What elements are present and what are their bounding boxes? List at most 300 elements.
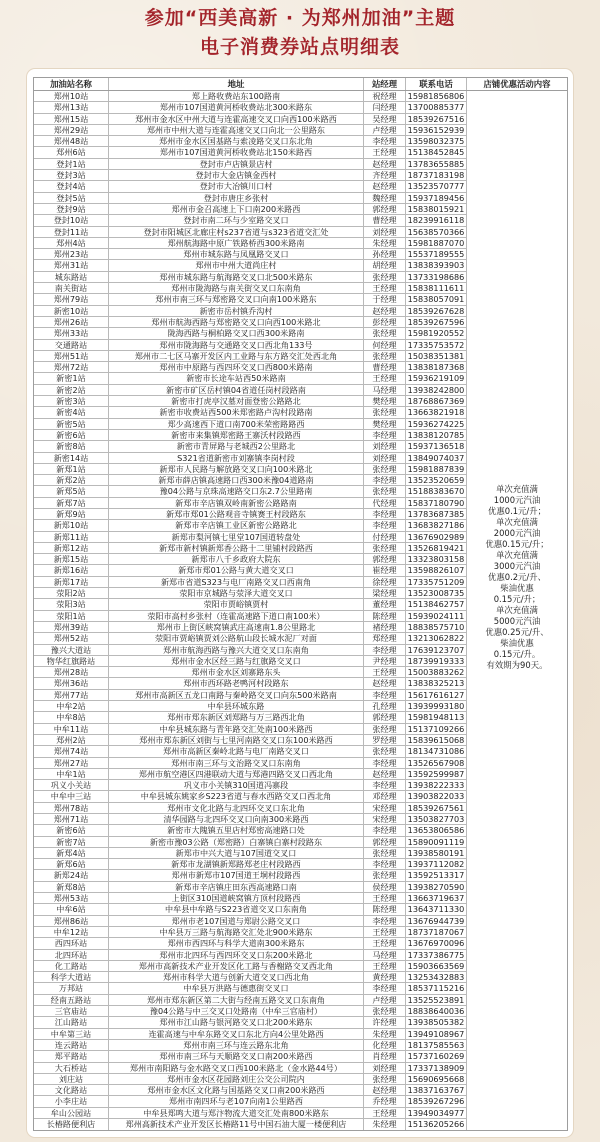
manager-cell: 化经理 <box>364 1040 406 1050</box>
manager-cell: 胡经理 <box>364 260 406 270</box>
station-name-cell: 登封3站 <box>34 170 109 180</box>
table-row <box>34 227 467 238</box>
manager-cell: 樊经理 <box>364 419 406 429</box>
phone-cell: 15839615068 <box>406 735 467 745</box>
address-cell: 登封市唐庄乡张村 <box>109 193 364 203</box>
phone-cell: 13676970096 <box>406 938 467 948</box>
promotion-line: 优惠0.15元/升； <box>485 539 549 550</box>
station-name-cell: 刘庄站 <box>34 1074 109 1084</box>
address-cell: 新郑市人民路与解放路交叉口向100米路北 <box>109 464 364 474</box>
table-row <box>34 837 467 848</box>
table-row <box>34 464 467 475</box>
manager-cell: 齐经理 <box>364 170 406 180</box>
manager-cell: 梁经理 <box>364 588 406 598</box>
station-name-cell: 登封4站 <box>34 181 109 191</box>
table-row <box>34 622 467 633</box>
address-cell: 郑上路收费站东100路南 <box>109 91 364 101</box>
station-name-cell: 新郑1站 <box>34 464 109 474</box>
phone-cell: 15138452845 <box>406 147 467 157</box>
manager-cell: 郭经理 <box>364 204 406 214</box>
address-cell: 新郑市新村镇新郑香公路十二里铺村段路西 <box>109 543 364 553</box>
address-cell: 登封市阳城区北廊庄村s237省道与s323省道交汇处 <box>109 227 364 237</box>
station-name-cell: 登封1站 <box>34 159 109 169</box>
table-row <box>34 1006 467 1017</box>
station-name-cell: 新郑17站 <box>34 577 109 587</box>
table-row <box>34 385 467 396</box>
address-cell: 中牟县环城东路 <box>109 701 364 711</box>
table-row <box>34 362 467 373</box>
address-cell: 新密市青屏路与老城西2公里路北 <box>109 441 364 451</box>
address-cell: 新郑市龙湖镇新郑路郑老庄村段路西 <box>109 859 364 869</box>
station-name-cell: 新郑24站 <box>34 870 109 880</box>
station-name-cell: 郑州6站 <box>34 147 109 157</box>
station-name-cell: 新密8站 <box>34 441 109 451</box>
table-row <box>34 373 467 384</box>
manager-cell: 邓经理 <box>364 791 406 801</box>
address-cell: 郑州市中州大道尚庄村 <box>109 260 364 270</box>
station-name-cell: 郑州51站 <box>34 351 109 361</box>
address-cell: 新郑市辛店镇工业区新密公路路北 <box>109 520 364 530</box>
manager-cell: 赵经理 <box>364 159 406 169</box>
address-cell: 新密市矿区岳村镇04省道任岗村段路南 <box>109 385 364 395</box>
station-name-cell: 郑州23站 <box>34 249 109 259</box>
address-cell: 郑州市中州大道与连霍高速交叉口向北一公里路东 <box>109 125 364 135</box>
manager-cell: 褚经理 <box>364 622 406 632</box>
manager-cell: 卢经理 <box>364 125 406 135</box>
promotion-line: 0.15元/升。 <box>493 649 541 660</box>
station-name-cell: 新密7站 <box>34 837 109 847</box>
phone-cell: 13526567908 <box>406 758 467 768</box>
table-row <box>34 543 467 554</box>
page-title-line-1: 参加“西美高新 · 为郑州加油”主题 <box>144 7 456 29</box>
phone-cell: 15690695668 <box>406 1074 467 1084</box>
address-cell: 新郑市梨河镇七里堂107国道转盘处 <box>109 532 364 542</box>
phone-cell: 15981856806 <box>406 91 467 101</box>
table-row <box>34 249 467 260</box>
table-row <box>34 238 467 249</box>
table-row <box>34 735 467 746</box>
address-cell: 郑州市科学大道与创新大道交叉口西北角 <box>109 972 364 982</box>
phone-cell: 15937189456 <box>406 193 467 203</box>
table-row <box>34 328 467 339</box>
address-cell: 郑州市城东路与凤凰路交叉口 <box>109 249 364 259</box>
phone-cell: 18239916118 <box>406 215 467 225</box>
table-row <box>34 1040 467 1051</box>
address-cell: 郑州市南四环与老107向南1公里路西 <box>109 1096 364 1106</box>
manager-cell: 代经理 <box>364 498 406 508</box>
address-cell: 郑州市南阳路与金水路交叉口西100米路北（金水路44号） <box>109 1063 364 1073</box>
station-name-cell: 郑州39站 <box>34 622 109 632</box>
phone-cell: 13526819421 <box>406 543 467 553</box>
manager-cell: 张经理 <box>364 870 406 880</box>
table-row <box>34 1063 467 1074</box>
phone-cell: 15188383670 <box>406 486 467 496</box>
manager-cell: 黄经理 <box>364 972 406 982</box>
address-cell: 郑州市107国道黄河桥收费站北300米路东 <box>109 102 364 112</box>
phone-cell: 13700885377 <box>406 102 467 112</box>
table-row <box>34 983 467 994</box>
station-name-cell: 江山路站 <box>34 1017 109 1027</box>
phone-cell: 13733198686 <box>406 272 467 282</box>
manager-cell: 曹经理 <box>364 362 406 372</box>
station-name-cell: 新郑8站 <box>34 882 109 892</box>
table-row <box>34 272 467 283</box>
manager-cell: 李经理 <box>364 859 406 869</box>
table-row <box>34 215 467 226</box>
table-row <box>34 995 467 1006</box>
address-cell: 中牟县城东路与青年路交汇处南100米路西 <box>109 724 364 734</box>
table-row <box>34 159 467 170</box>
phone-cell: 13523570777 <box>406 181 467 191</box>
phone-cell: 13938270590 <box>406 882 467 892</box>
station-name-cell: 郑州31站 <box>34 260 109 270</box>
table-row <box>34 565 467 576</box>
station-name-cell: 郑州77站 <box>34 690 109 700</box>
promotion-line: 有效期为90天。 <box>486 660 548 671</box>
phone-cell: 15838057091 <box>406 294 467 304</box>
manager-cell: 徐经理 <box>364 577 406 587</box>
phone-cell: 18838640036 <box>406 1006 467 1016</box>
address-cell: 郑州市中原路与西四环交叉口西800米路南 <box>109 362 364 372</box>
manager-cell: 许经理 <box>364 1017 406 1027</box>
phone-cell: 17335751209 <box>406 577 467 587</box>
station-name-cell: 万邦站 <box>34 983 109 993</box>
table-row <box>34 927 467 938</box>
phone-cell: 13676944739 <box>406 916 467 926</box>
manager-cell: 付经理 <box>364 532 406 542</box>
address-cell: S321省道新密市刘寨镇李岗村段 <box>109 453 364 463</box>
phone-cell: 13949108967 <box>406 1029 467 1039</box>
station-name-cell: 连云路站 <box>34 1040 109 1050</box>
promotion-line: 柴油优惠 <box>500 638 534 649</box>
address-cell: 新郑市中兴大道与107国道交叉口 <box>109 848 364 858</box>
address-cell: 郑州市陇海路与交通路交叉口西北角133号 <box>109 340 364 350</box>
address-cell: 郑州市老107国道与郑尉公路交叉口 <box>109 916 364 926</box>
phone-cell: 13938222333 <box>406 780 467 790</box>
promotion-line: 优惠0.1元/升； <box>487 506 546 517</box>
station-name-cell: 郑州52站 <box>34 633 109 643</box>
station-name-cell: 新郑11站 <box>34 532 109 542</box>
table-row <box>34 453 467 464</box>
address-cell: 郑州市新郑市107国道王垌村段路西 <box>109 870 364 880</box>
address-cell: 新郑市郑01公路观音寺镇赛王村段路东 <box>109 509 364 519</box>
table-row <box>34 407 467 418</box>
manager-cell: 闫经理 <box>364 102 406 112</box>
manager-cell: 李经理 <box>364 430 406 440</box>
address-cell: 郑州市金水区国基路与索凌路交叉口东北角 <box>109 136 364 146</box>
station-name-cell: 郑州71站 <box>34 814 109 824</box>
manager-cell: 郑经理 <box>364 633 406 643</box>
table-row <box>34 588 467 599</box>
manager-cell: 朱经理 <box>364 1119 406 1130</box>
phone-cell: 15537189555 <box>406 249 467 259</box>
table-row <box>34 509 467 520</box>
manager-cell: 王经理 <box>364 283 406 293</box>
manager-cell: 郭经理 <box>364 837 406 847</box>
address-cell: 郑州市郑东新区第二大街与经南五路交叉口东南角 <box>109 995 364 1005</box>
table-row <box>34 599 467 610</box>
address-cell: 郑州市二七区马寨开发区内工业路与东方路交汇处西北角 <box>109 351 364 361</box>
manager-cell: 张经理 <box>364 464 406 474</box>
manager-cell: 马经理 <box>364 950 406 960</box>
phone-cell: 18537115216 <box>406 983 467 993</box>
address-cell: 中牟县郑鸣大道与郑汴物流大道交汇处南800米路东 <box>109 1108 364 1118</box>
manager-cell: 赵经理 <box>364 678 406 688</box>
manager-cell: 崔经理 <box>364 565 406 575</box>
table-row <box>34 904 467 915</box>
manager-cell: 祝经理 <box>364 91 406 101</box>
table-row <box>34 859 467 870</box>
manager-cell: 张经理 <box>364 486 406 496</box>
station-name-cell: 郑州4站 <box>34 238 109 248</box>
manager-cell: 王经理 <box>364 667 406 677</box>
phone-cell: 13592599987 <box>406 769 467 779</box>
phone-cell: 13253432883 <box>406 972 467 982</box>
address-cell: 中牟县中牟路与S223省道交叉口东南角 <box>109 904 364 914</box>
station-name-cell: 新郑16站 <box>34 565 109 575</box>
address-cell: 郑少高速西下道口南700米荣密路路西 <box>109 419 364 429</box>
table-rows <box>34 91 467 1130</box>
station-name-cell: 登封5站 <box>34 193 109 203</box>
address-cell: 新密市大隗镇五里店村郑密高速路口处 <box>109 825 364 835</box>
address-cell: 荥阳市贾峪镇贾村 <box>109 599 364 609</box>
table-row <box>34 498 467 509</box>
table-body <box>34 91 567 1130</box>
address-cell: 郑州市南三环与郑密路交叉口向南100米路东 <box>109 294 364 304</box>
phone-cell: 15838111611 <box>406 283 467 293</box>
table-row <box>34 441 467 452</box>
station-name-cell: 科学大道站 <box>34 972 109 982</box>
station-name-cell: 登封10站 <box>34 215 109 225</box>
address-cell: 新密市岳村镇乔沟村 <box>109 306 364 316</box>
phone-cell: 18768867369 <box>406 396 467 406</box>
station-name-cell: 郑州78站 <box>34 803 109 813</box>
manager-cell: 郭经理 <box>364 712 406 722</box>
station-name-cell: 新郑2站 <box>34 475 109 485</box>
table-row <box>34 181 467 192</box>
phone-cell: 13663821918 <box>406 407 467 417</box>
phone-cell: 13783655885 <box>406 159 467 169</box>
station-name-cell: 郑州29站 <box>34 125 109 135</box>
header-address: 地址 <box>109 78 364 90</box>
manager-cell: 肖经理 <box>364 1051 406 1061</box>
address-cell: 新密市打虎亭汉墓对面登密公路路北 <box>109 396 364 406</box>
manager-cell: 王经理 <box>364 373 406 383</box>
manager-cell: 李经理 <box>364 916 406 926</box>
manager-cell: 卢经理 <box>364 995 406 1005</box>
phone-cell: 18539267296 <box>406 1096 467 1106</box>
station-name-cell: 大石桥站 <box>34 1063 109 1073</box>
station-name-cell: 郑州13站 <box>34 102 109 112</box>
address-cell: 新郑市八千乡政府大院东 <box>109 554 364 564</box>
table-row <box>34 283 467 294</box>
manager-cell: 乔经理 <box>364 1096 406 1106</box>
manager-cell: 李经理 <box>364 520 406 530</box>
phone-cell: 13838325213 <box>406 678 467 688</box>
station-name-cell: 登封9站 <box>34 204 109 214</box>
table-row <box>34 102 467 113</box>
manager-cell: 彭经理 <box>364 317 406 327</box>
phone-cell: 13323803158 <box>406 554 467 564</box>
manager-cell: 刘经理 <box>364 227 406 237</box>
station-name-cell: 郑州2站 <box>34 735 109 745</box>
station-name-cell: 新郑12站 <box>34 543 109 553</box>
table-row <box>34 1108 467 1119</box>
manager-cell: 宋经理 <box>364 803 406 813</box>
manager-cell: 赵经理 <box>364 1085 406 1095</box>
address-cell: 新密市豫03公路（郑密路）白寨镇白寨村段路东 <box>109 837 364 847</box>
header-station-name: 加油站名称 <box>34 78 109 90</box>
phone-cell: 13503827703 <box>406 814 467 824</box>
promotion-line: 优惠0.25元/升、 <box>485 627 549 638</box>
address-cell: 郑州市金水区花园路刘庄公交公司院内 <box>109 1074 364 1084</box>
manager-cell: 朱经理 <box>364 1029 406 1039</box>
station-name-cell: 新郑7站 <box>34 498 109 508</box>
table-row <box>34 769 467 780</box>
phone-cell: 15838015921 <box>406 204 467 214</box>
table-row <box>34 1051 467 1062</box>
station-name-cell: 经南五路站 <box>34 995 109 1005</box>
address-cell: 郑州市金水区中州大道与连霍高速交叉口向西100米路西 <box>109 114 364 124</box>
manager-cell: 尹经理 <box>364 656 406 666</box>
station-name-cell: 郑州36站 <box>34 678 109 688</box>
address-cell: 新郑市薛店镇高速路口西300米豫04道路南 <box>109 475 364 485</box>
station-table <box>33 77 568 1131</box>
station-name-cell: 中牟12站 <box>34 927 109 937</box>
manager-cell: 魏经理 <box>364 193 406 203</box>
phone-cell: 13523008735 <box>406 588 467 598</box>
table-row <box>34 520 467 531</box>
phone-cell: 18737187067 <box>406 927 467 937</box>
manager-cell: 李经理 <box>364 690 406 700</box>
phone-cell: 13938242800 <box>406 385 467 395</box>
phone-cell: 13653806586 <box>406 825 467 835</box>
table-header-row <box>34 78 567 91</box>
address-cell: 荥阳市京城路与荥泽大道交叉口 <box>109 588 364 598</box>
address-cell: 郑州市高新区秦岭北路与电厂南路交叉口 <box>109 746 364 756</box>
phone-cell: 18539267628 <box>406 306 467 316</box>
manager-cell: 王经理 <box>364 927 406 937</box>
station-name-cell: 长椿路便利店 <box>34 1119 109 1130</box>
table-row <box>34 950 467 961</box>
address-cell: 新密市来集镇郑密路王寨沃村段路西 <box>109 430 364 440</box>
address-cell: 新郑市省道S323与电厂南路交叉口西南角 <box>109 577 364 587</box>
address-cell: 荥阳市贾峪镇贾刘公路航山段长城水泥厂对面 <box>109 633 364 643</box>
phone-cell: 15138462757 <box>406 599 467 609</box>
manager-cell: 陈经理 <box>364 904 406 914</box>
manager-cell: 赵经理 <box>364 769 406 779</box>
station-name-cell: 郑州74站 <box>34 746 109 756</box>
table-row <box>34 532 467 543</box>
station-name-cell: 郑州33站 <box>34 328 109 338</box>
manager-cell: 王经理 <box>364 893 406 903</box>
phone-cell: 13676902989 <box>406 532 467 542</box>
phone-cell: 17337386775 <box>406 950 467 960</box>
phone-cell: 18137585563 <box>406 1040 467 1050</box>
address-cell: 中牟县万三路与航海路交汇处北900米路东 <box>109 927 364 937</box>
station-name-cell: 郑州53站 <box>34 893 109 903</box>
station-name-cell: 郑平路站 <box>34 1051 109 1061</box>
table-row <box>34 1096 467 1107</box>
station-name-cell: 新密5站 <box>34 419 109 429</box>
phone-cell: 13643711330 <box>406 904 467 914</box>
table-row <box>34 848 467 859</box>
phone-cell: 13938505382 <box>406 1017 467 1027</box>
manager-cell: 李经理 <box>364 509 406 519</box>
table-row <box>34 486 467 497</box>
table-row <box>34 961 467 972</box>
manager-cell: 于经理 <box>364 294 406 304</box>
promotion-line: 单次充值满 <box>496 550 538 561</box>
station-name-cell: 新郑10站 <box>34 520 109 530</box>
phone-cell: 17639123707 <box>406 645 467 655</box>
station-name-cell: 郑州28站 <box>34 667 109 677</box>
phone-cell: 15939024111 <box>406 611 467 621</box>
phone-cell: 15136205266 <box>406 1119 467 1130</box>
table-row <box>34 114 467 125</box>
manager-cell: 张经理 <box>364 746 406 756</box>
phone-cell: 18838575710 <box>406 622 467 632</box>
station-name-cell: 新郑5站 <box>34 486 109 496</box>
phone-cell: 13525523891 <box>406 995 467 1005</box>
manager-cell: 樊经理 <box>364 396 406 406</box>
station-name-cell: 新郑6站 <box>34 859 109 869</box>
address-cell: 郑州市西四环与科学大道南300米路东 <box>109 938 364 948</box>
manager-cell: 罗经理 <box>364 735 406 745</box>
address-cell: 豫04公路与中三交叉口处路南（中牟三官庙村） <box>109 1006 364 1016</box>
manager-cell: 赵经理 <box>364 181 406 191</box>
phone-cell: 17337138909 <box>406 1063 467 1073</box>
table-row <box>34 746 467 757</box>
phone-cell: 13598032375 <box>406 136 467 146</box>
table-row <box>34 317 467 328</box>
station-name-cell: 新密2站 <box>34 385 109 395</box>
manager-cell: 王经理 <box>364 961 406 971</box>
address-cell: 郑州市南三环与天顺路交叉口南200米路西 <box>109 1051 364 1061</box>
station-name-cell: 新郑15站 <box>34 554 109 564</box>
table-row <box>34 91 467 102</box>
manager-cell: 张经理 <box>364 1074 406 1084</box>
phone-cell: 18539267596 <box>406 317 467 327</box>
table-row <box>34 475 467 486</box>
address-cell: 上街区310国道峡窝镇方顶村段路西 <box>109 893 364 903</box>
table-row <box>34 554 467 565</box>
address-cell: 清华园路与北四环交叉口向南300米路西 <box>109 814 364 824</box>
phone-cell: 13838393903 <box>406 260 467 270</box>
address-cell: 郑州高新技术产业开发区长椿路11号中国石油大厦一楼便利店 <box>109 1119 364 1130</box>
phone-cell: 13838120785 <box>406 430 467 440</box>
address-cell: 陇海西路与桐柏路交叉口西300米路南 <box>109 328 364 338</box>
header-phone: 联系电话 <box>406 78 467 90</box>
station-name-cell: 郑州10站 <box>34 91 109 101</box>
address-cell: 郑州市高新技术产业开发区化工路与香榭路交叉西北角 <box>109 961 364 971</box>
phone-cell: 15903663569 <box>406 961 467 971</box>
station-name-cell: 中牟6站 <box>34 904 109 914</box>
station-name-cell: 新密6站 <box>34 825 109 835</box>
address-cell: 登封市南二环与少室路交叉口 <box>109 215 364 225</box>
station-name-cell: 豫兴大道站 <box>34 645 109 655</box>
address-cell: 郑州市城东路与航海路交叉口北500米路东 <box>109 272 364 282</box>
table-row <box>34 667 467 678</box>
address-cell: 郑州市南三环与连云路东北角 <box>109 1040 364 1050</box>
table-row <box>34 193 467 204</box>
table-row <box>34 1119 467 1130</box>
station-name-cell: 新密4站 <box>34 407 109 417</box>
manager-cell: 李经理 <box>364 758 406 768</box>
manager-cell: 宋经理 <box>364 814 406 824</box>
promotion-cell <box>467 91 567 1130</box>
station-name-cell: 文化路站 <box>34 1085 109 1095</box>
